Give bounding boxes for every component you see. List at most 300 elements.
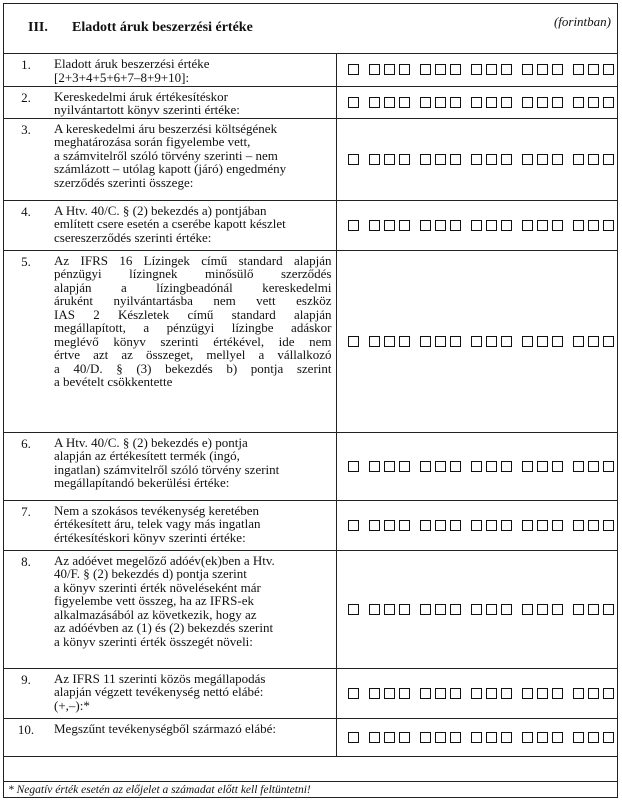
digit-group bbox=[420, 220, 461, 231]
digit-box[interactable] bbox=[573, 461, 584, 472]
digit-group bbox=[420, 461, 461, 472]
digit-box[interactable] bbox=[399, 336, 410, 347]
section-title: Eladott áruk beszerzési értéke bbox=[72, 20, 253, 35]
digit-box[interactable] bbox=[486, 154, 497, 165]
digit-group bbox=[348, 732, 359, 743]
row-description bbox=[48, 200, 336, 250]
digit-box[interactable] bbox=[522, 336, 533, 347]
digit-group bbox=[348, 64, 359, 75]
digit-box[interactable] bbox=[588, 220, 599, 231]
digit-group bbox=[369, 732, 410, 743]
digit-box[interactable] bbox=[369, 604, 380, 615]
digit-group bbox=[522, 688, 563, 699]
digit-box[interactable] bbox=[501, 688, 512, 699]
digit-box[interactable] bbox=[573, 336, 584, 347]
digit-box[interactable] bbox=[537, 461, 548, 472]
digit-box[interactable] bbox=[369, 154, 380, 165]
digit-box[interactable] bbox=[384, 64, 395, 75]
row-number: 10. bbox=[4, 718, 48, 756]
description-line: alapján végzett tevékenység nettó elábé: bbox=[54, 684, 264, 699]
description-line: értékesített áru, telek vagy más ingatlan bbox=[54, 516, 261, 531]
digit-box[interactable] bbox=[573, 97, 584, 108]
description-line: [2+3+4+5+6+7–8+9+10]: bbox=[54, 69, 190, 85]
digit-group bbox=[369, 64, 410, 75]
digit-group bbox=[522, 220, 563, 231]
digit-box[interactable] bbox=[384, 732, 395, 743]
description-line: csereszerződés szerinti értéke: bbox=[54, 229, 212, 245]
digit-box[interactable] bbox=[369, 520, 380, 531]
digit-box[interactable] bbox=[537, 732, 548, 743]
digit-group bbox=[573, 461, 614, 472]
digit-box[interactable] bbox=[384, 97, 395, 108]
digit-box[interactable] bbox=[486, 97, 497, 108]
digit-group bbox=[573, 604, 614, 615]
description-line: a 40/D. § (3) bekezdés b) pontja szerint bbox=[54, 360, 332, 376]
digit-group bbox=[471, 154, 512, 165]
digit-box[interactable] bbox=[603, 97, 614, 108]
amount-input-boxes[interactable] bbox=[336, 54, 617, 86]
row-description bbox=[48, 118, 336, 200]
digit-group bbox=[348, 520, 359, 531]
digit-box[interactable] bbox=[537, 336, 548, 347]
digit-box[interactable] bbox=[471, 461, 482, 472]
digit-box[interactable] bbox=[522, 688, 533, 699]
digit-group bbox=[471, 604, 512, 615]
digit-box[interactable] bbox=[399, 732, 410, 743]
digit-box[interactable] bbox=[471, 97, 482, 108]
digit-group bbox=[348, 336, 359, 347]
description-line: a könyv szerinti érték összegét növeli: bbox=[54, 633, 253, 649]
digit-group bbox=[573, 154, 614, 165]
table-row bbox=[4, 550, 617, 668]
row-number: 4. bbox=[4, 200, 48, 250]
digit-box[interactable] bbox=[420, 154, 431, 165]
digit-box[interactable] bbox=[573, 64, 584, 75]
row-description bbox=[48, 550, 336, 668]
digit-group bbox=[522, 64, 563, 75]
digit-box[interactable] bbox=[348, 336, 359, 347]
digit-group bbox=[348, 97, 359, 108]
description-line: Eladott áruk beszerzési értéke bbox=[54, 56, 210, 71]
digit-box[interactable] bbox=[588, 336, 599, 347]
digit-box[interactable] bbox=[348, 154, 359, 165]
row-description bbox=[48, 668, 336, 718]
digit-box[interactable] bbox=[552, 220, 563, 231]
digit-group bbox=[369, 461, 410, 472]
description-line: számlázott – utólag kapott (járó) engedmény bbox=[54, 161, 287, 176]
digit-box[interactable] bbox=[552, 604, 563, 615]
digit-box[interactable] bbox=[399, 688, 410, 699]
digit-box[interactable] bbox=[435, 64, 446, 75]
description-line: a bevételt csökkentette bbox=[54, 374, 173, 389]
description-line: alapján az értékesített termék (ingó, bbox=[54, 448, 240, 463]
amount-input-boxes[interactable] bbox=[336, 118, 617, 200]
digit-box[interactable] bbox=[384, 520, 395, 531]
digit-box[interactable] bbox=[399, 64, 410, 75]
description-line: említett csere esetén a cserébe kapott készlet bbox=[54, 216, 286, 231]
row-number: 5. bbox=[4, 250, 48, 432]
description-line: a könyv szerinti érték növeléseként már bbox=[54, 579, 261, 595]
description-line: Kereskedelmi áruk értékesítéskor bbox=[54, 88, 228, 104]
digit-box[interactable] bbox=[450, 688, 461, 699]
description-line: értékesítéskori könyv szerinti értéke: bbox=[54, 529, 246, 545]
footnote-divider bbox=[4, 781, 617, 782]
digit-box[interactable] bbox=[471, 64, 482, 75]
digit-box[interactable] bbox=[501, 154, 512, 165]
digit-box[interactable] bbox=[435, 97, 446, 108]
digit-box[interactable] bbox=[384, 604, 395, 615]
digit-box[interactable] bbox=[603, 336, 614, 347]
digit-box[interactable] bbox=[450, 461, 461, 472]
digit-box[interactable] bbox=[537, 220, 548, 231]
digit-box[interactable] bbox=[603, 604, 614, 615]
digit-box[interactable] bbox=[369, 64, 380, 75]
digit-box[interactable] bbox=[501, 732, 512, 743]
digit-box[interactable] bbox=[450, 220, 461, 231]
digit-box[interactable] bbox=[522, 604, 533, 615]
description-line: áruként nyilvántartásba nem vett eszköz bbox=[54, 293, 332, 308]
digit-box[interactable] bbox=[471, 732, 482, 743]
digit-box[interactable] bbox=[573, 220, 584, 231]
digit-box[interactable] bbox=[603, 732, 614, 743]
digit-box[interactable] bbox=[603, 688, 614, 699]
digit-box[interactable] bbox=[369, 336, 380, 347]
digit-box[interactable] bbox=[450, 154, 461, 165]
digit-box[interactable] bbox=[435, 732, 446, 743]
form-page bbox=[3, 3, 618, 798]
digit-box[interactable] bbox=[486, 688, 497, 699]
digit-box[interactable] bbox=[348, 604, 359, 615]
description-line: Az IFRS 11 szerinti közös megállapodás bbox=[54, 670, 266, 686]
table-row bbox=[4, 250, 617, 432]
digit-box[interactable] bbox=[420, 732, 431, 743]
digit-group bbox=[573, 97, 614, 108]
digit-box[interactable] bbox=[552, 732, 563, 743]
digit-box[interactable] bbox=[552, 688, 563, 699]
digit-box[interactable] bbox=[537, 97, 548, 108]
row-number: 7. bbox=[4, 500, 48, 550]
row-number: 8. bbox=[4, 550, 48, 668]
description-line: A Htv. 40/C. § (2) bekezdés a) pontjában bbox=[54, 202, 267, 218]
digit-box[interactable] bbox=[348, 461, 359, 472]
digit-box[interactable] bbox=[450, 64, 461, 75]
digit-group bbox=[348, 461, 359, 472]
digit-group bbox=[420, 336, 461, 347]
digit-box[interactable] bbox=[537, 154, 548, 165]
digit-box[interactable] bbox=[552, 520, 563, 531]
digit-box[interactable] bbox=[603, 64, 614, 75]
digit-box[interactable] bbox=[348, 688, 359, 699]
description-line: ingatlan) számvitelről szóló törvény szerint bbox=[54, 461, 280, 477]
digit-box[interactable] bbox=[450, 604, 461, 615]
digit-group bbox=[522, 604, 563, 615]
digit-box[interactable] bbox=[486, 220, 497, 231]
digit-box[interactable] bbox=[348, 220, 359, 231]
digit-group bbox=[471, 220, 512, 231]
digit-box[interactable] bbox=[603, 154, 614, 165]
digit-group bbox=[573, 336, 614, 347]
digit-group bbox=[420, 688, 461, 699]
amount-input-boxes[interactable] bbox=[336, 668, 617, 718]
row-number: 2. bbox=[4, 86, 48, 118]
digit-box[interactable] bbox=[573, 604, 584, 615]
digit-group bbox=[420, 604, 461, 615]
row-number: 6. bbox=[4, 432, 48, 500]
digit-box[interactable] bbox=[588, 154, 599, 165]
table-row bbox=[4, 432, 617, 500]
row-description bbox=[48, 718, 336, 756]
digit-group bbox=[522, 732, 563, 743]
digit-box[interactable] bbox=[420, 336, 431, 347]
digit-box[interactable] bbox=[399, 520, 410, 531]
digit-box[interactable] bbox=[399, 604, 410, 615]
description-line: figyelembe vett összeg, ha az IFRS-ek bbox=[54, 593, 254, 608]
digit-box[interactable] bbox=[471, 220, 482, 231]
digit-box[interactable] bbox=[486, 461, 497, 472]
row-number: 9. bbox=[4, 668, 48, 718]
digit-group bbox=[471, 97, 512, 108]
digit-group bbox=[573, 64, 614, 75]
digit-box[interactable] bbox=[384, 336, 395, 347]
digit-box[interactable] bbox=[537, 688, 548, 699]
digit-group bbox=[471, 520, 512, 531]
digit-box[interactable] bbox=[537, 64, 548, 75]
digit-box[interactable] bbox=[537, 520, 548, 531]
digit-box[interactable] bbox=[522, 97, 533, 108]
digit-box[interactable] bbox=[471, 604, 482, 615]
digit-box[interactable] bbox=[501, 604, 512, 615]
digit-group bbox=[522, 97, 563, 108]
digit-group bbox=[522, 154, 563, 165]
description-line: meglévő könyv szerinti értékével, ide nem bbox=[54, 333, 332, 349]
digit-box[interactable] bbox=[369, 220, 380, 231]
digit-group bbox=[348, 220, 359, 231]
row-number: 3. bbox=[4, 118, 48, 200]
digit-box[interactable] bbox=[369, 461, 380, 472]
digit-box[interactable] bbox=[420, 64, 431, 75]
digit-box[interactable] bbox=[369, 97, 380, 108]
digit-box[interactable] bbox=[471, 154, 482, 165]
digit-group bbox=[420, 64, 461, 75]
digit-group bbox=[369, 688, 410, 699]
footnote: * Negatív érték esetén az előjelet a számadat előtt kell feltüntetni! bbox=[8, 784, 311, 796]
description-line: értve azt az összeget, mellyel a vállalkozó bbox=[54, 347, 332, 362]
digit-group bbox=[420, 154, 461, 165]
digit-group bbox=[369, 220, 410, 231]
description-line: az adóévben az (1) és (2) bekezdés szerint bbox=[54, 620, 274, 635]
row-description bbox=[48, 250, 336, 432]
digit-box[interactable] bbox=[552, 336, 563, 347]
description-line: 40/F. § (2) bekezdés d) pontja szerint bbox=[54, 566, 247, 581]
digit-box[interactable] bbox=[435, 336, 446, 347]
digit-group bbox=[573, 220, 614, 231]
digit-box[interactable] bbox=[450, 336, 461, 347]
description-line: megállapított, a pénzügyi lízingbe adáskor bbox=[54, 320, 332, 335]
digit-box[interactable] bbox=[588, 97, 599, 108]
digit-box[interactable] bbox=[573, 688, 584, 699]
digit-group bbox=[348, 688, 359, 699]
digit-box[interactable] bbox=[486, 336, 497, 347]
digit-box[interactable] bbox=[450, 732, 461, 743]
table-row bbox=[4, 118, 617, 200]
row-description bbox=[48, 500, 336, 550]
digit-box[interactable] bbox=[435, 520, 446, 531]
digit-box[interactable] bbox=[588, 64, 599, 75]
digit-box[interactable] bbox=[588, 732, 599, 743]
digit-box[interactable] bbox=[501, 220, 512, 231]
digit-box[interactable] bbox=[399, 461, 410, 472]
digit-box[interactable] bbox=[420, 604, 431, 615]
digit-box[interactable] bbox=[348, 520, 359, 531]
digit-box[interactable] bbox=[552, 461, 563, 472]
digit-box[interactable] bbox=[450, 520, 461, 531]
digit-box[interactable] bbox=[348, 732, 359, 743]
table-row bbox=[4, 668, 617, 718]
digit-box[interactable] bbox=[348, 97, 359, 108]
digit-box[interactable] bbox=[384, 154, 395, 165]
description-line: Az IFRS 16 Lízingek című standard alapján bbox=[54, 252, 332, 268]
digit-box[interactable] bbox=[384, 688, 395, 699]
digit-box[interactable] bbox=[420, 97, 431, 108]
digit-box[interactable] bbox=[486, 64, 497, 75]
digit-box[interactable] bbox=[420, 688, 431, 699]
digit-box[interactable] bbox=[435, 461, 446, 472]
digit-group bbox=[471, 688, 512, 699]
table-row bbox=[4, 718, 617, 756]
digit-group bbox=[522, 461, 563, 472]
row-number: 1. bbox=[4, 54, 48, 86]
digit-box[interactable] bbox=[573, 520, 584, 531]
digit-group bbox=[369, 97, 410, 108]
value-table bbox=[4, 54, 617, 757]
digit-box[interactable] bbox=[552, 64, 563, 75]
digit-box[interactable] bbox=[486, 604, 497, 615]
digit-box[interactable] bbox=[501, 461, 512, 472]
description-line: alkalmazásából az következik, hogy az bbox=[54, 606, 257, 622]
digit-group bbox=[420, 520, 461, 531]
description-line: A kereskedelmi áru beszerzési költségének bbox=[54, 120, 278, 136]
digit-box[interactable] bbox=[486, 732, 497, 743]
digit-group bbox=[348, 154, 359, 165]
description-line: A Htv. 40/C. § (2) bekezdés e) pontja bbox=[54, 434, 248, 450]
unit-label: (forintban) bbox=[553, 14, 611, 29]
description-line: Nem a szokásos tevékenység keretében bbox=[54, 502, 260, 518]
digit-box[interactable] bbox=[486, 520, 497, 531]
digit-box[interactable] bbox=[471, 336, 482, 347]
digit-group bbox=[369, 154, 410, 165]
digit-box[interactable] bbox=[588, 520, 599, 531]
digit-box[interactable] bbox=[522, 461, 533, 472]
description-line: (+,–):* bbox=[54, 697, 90, 713]
digit-group bbox=[471, 64, 512, 75]
digit-box[interactable] bbox=[384, 220, 395, 231]
digit-box[interactable] bbox=[588, 461, 599, 472]
digit-group bbox=[573, 732, 614, 743]
digit-box[interactable] bbox=[435, 220, 446, 231]
amount-input-boxes[interactable] bbox=[336, 200, 617, 250]
digit-box[interactable] bbox=[450, 97, 461, 108]
description-line: alapján a lízingbeadónál kereskedelmi bbox=[54, 279, 332, 295]
digit-box[interactable] bbox=[603, 461, 614, 472]
description-line: Az adóévet megelőző adóév(ek)ben a Htv. bbox=[54, 552, 275, 568]
digit-group bbox=[471, 461, 512, 472]
digit-box[interactable] bbox=[522, 732, 533, 743]
amount-input-boxes[interactable] bbox=[336, 500, 617, 550]
digit-box[interactable] bbox=[420, 520, 431, 531]
digit-box[interactable] bbox=[603, 220, 614, 231]
row-description bbox=[48, 86, 336, 118]
digit-box[interactable] bbox=[399, 154, 410, 165]
digit-box[interactable] bbox=[522, 154, 533, 165]
digit-group bbox=[348, 604, 359, 615]
amount-input-boxes[interactable] bbox=[336, 432, 617, 500]
digit-box[interactable] bbox=[522, 220, 533, 231]
description-line: a számvitelről szóló törvény szerinti – nem bbox=[54, 147, 278, 163]
digit-box[interactable] bbox=[435, 604, 446, 615]
table-row bbox=[4, 200, 617, 250]
digit-group bbox=[522, 336, 563, 347]
digit-box[interactable] bbox=[348, 64, 359, 75]
digit-box[interactable] bbox=[399, 97, 410, 108]
digit-box[interactable] bbox=[588, 688, 599, 699]
digit-box[interactable] bbox=[501, 336, 512, 347]
section-header bbox=[4, 4, 617, 54]
digit-box[interactable] bbox=[552, 154, 563, 165]
amount-input-boxes[interactable] bbox=[336, 550, 617, 668]
digit-box[interactable] bbox=[501, 97, 512, 108]
amount-input-boxes[interactable] bbox=[336, 718, 617, 756]
digit-box[interactable] bbox=[435, 688, 446, 699]
digit-box[interactable] bbox=[603, 520, 614, 531]
digit-box[interactable] bbox=[399, 220, 410, 231]
digit-box[interactable] bbox=[435, 154, 446, 165]
digit-box[interactable] bbox=[420, 461, 431, 472]
digit-box[interactable] bbox=[369, 688, 380, 699]
digit-box[interactable] bbox=[501, 64, 512, 75]
table-row bbox=[4, 500, 617, 550]
digit-group bbox=[573, 688, 614, 699]
digit-box[interactable] bbox=[522, 520, 533, 531]
row-description bbox=[48, 432, 336, 500]
digit-box[interactable] bbox=[501, 520, 512, 531]
table-row bbox=[4, 86, 617, 118]
description-line: megállapítandó bekerülési értéke: bbox=[54, 475, 230, 490]
amount-input-boxes[interactable] bbox=[336, 86, 617, 118]
digit-box[interactable] bbox=[471, 520, 482, 531]
digit-group bbox=[573, 520, 614, 531]
digit-group bbox=[420, 97, 461, 108]
digit-box[interactable] bbox=[369, 732, 380, 743]
digit-box[interactable] bbox=[537, 604, 548, 615]
digit-box[interactable] bbox=[573, 732, 584, 743]
row-description bbox=[48, 54, 336, 86]
digit-box[interactable] bbox=[420, 220, 431, 231]
digit-box[interactable] bbox=[471, 688, 482, 699]
digit-box[interactable] bbox=[522, 64, 533, 75]
digit-box[interactable] bbox=[588, 604, 599, 615]
digit-box[interactable] bbox=[573, 154, 584, 165]
digit-group bbox=[369, 336, 410, 347]
digit-group bbox=[471, 336, 512, 347]
description-line: meghatározása során figyelembe vett, bbox=[54, 134, 251, 149]
digit-group bbox=[420, 732, 461, 743]
digit-box[interactable] bbox=[552, 97, 563, 108]
digit-box[interactable] bbox=[384, 461, 395, 472]
description-line: IAS 2 Készletek című standard alapján bbox=[54, 306, 332, 322]
amount-input-boxes[interactable] bbox=[336, 250, 617, 432]
digit-group bbox=[369, 520, 410, 531]
description-line: pénzügyi lízingnek minősülő szerződés bbox=[54, 266, 332, 281]
